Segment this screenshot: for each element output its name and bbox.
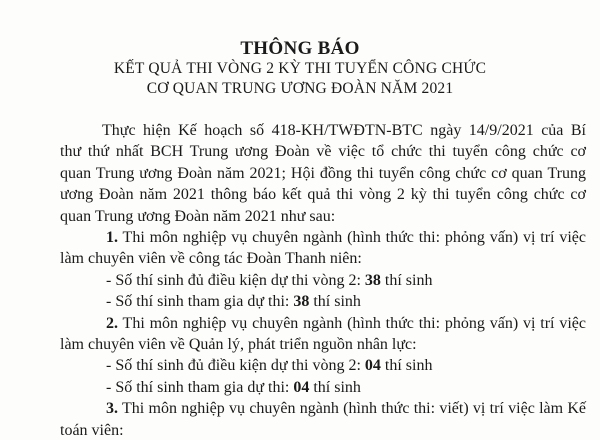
- section-text: Thi môn nghiệp vụ chuyên ngành (hình thức thi: phỏng vấn) vị trí việc: [122, 229, 586, 247]
- eligible-unit: thí sinh: [380, 357, 433, 375]
- participated-label: - Số thí sinh tham gia dự thi:: [106, 378, 294, 396]
- section-text-cont: toán viên:: [60, 421, 124, 439]
- intro-line: quan Trung ương Đoàn năm 2021; Hội đồng thi tuyển công chức cơ quan Trung: [60, 164, 586, 182]
- intro-line: quan Trung ương Đoàn năm 2021 như sau:: [60, 207, 336, 225]
- doc-body: [60, 120, 586, 441]
- section-number: 1.: [106, 229, 118, 247]
- section-text: Thi môn nghiệp vụ chuyên ngành (hình thức thi: phỏng vấn) vị trí việc: [122, 314, 586, 332]
- section-heading: [60, 227, 586, 248]
- participated-count-line: [60, 291, 586, 312]
- participated-label: - Số thí sinh tham gia dự thi:: [106, 293, 294, 311]
- section-number: 2.: [106, 314, 118, 332]
- section-number: 3.: [106, 400, 118, 418]
- doc-subtitle-line2: CƠ QUAN TRUNG ƯƠNG ĐOÀN NĂM 2021: [146, 80, 454, 97]
- section-text-cont: làm chuyên viên về công tác Đoàn Thanh niên:: [60, 250, 362, 268]
- doc-title: THÔNG BÁO: [240, 38, 360, 59]
- eligible-count-line: [60, 270, 586, 291]
- participated-value: 04: [293, 378, 310, 396]
- participated-unit: thí sinh: [309, 378, 361, 396]
- section-text-cont: làm chuyên viên về Quản lý, phát triển nguồn nhân lực:: [60, 336, 417, 354]
- section-text: Thi môn nghiệp vụ chuyên ngành (hình thức thi: viết) vị trí việc làm Kế: [122, 400, 587, 418]
- participated-value: 38: [293, 293, 310, 311]
- eligible-label: - Số thí sinh đủ điều kiện dự thi vòng 2:: [106, 271, 365, 289]
- intro-line: thư thứ nhất BCH Trung ương Đoàn về việc tổ chức thi tuyển công chức cơ: [60, 143, 586, 161]
- eligible-value: 38: [364, 271, 381, 289]
- participated-unit: thí sinh: [309, 293, 361, 311]
- doc-subtitle-line1: KẾT QUẢ THI VÒNG 2 KỲ THI TUYỂN CÔNG CHỨC: [113, 60, 487, 77]
- eligible-value: 04: [364, 357, 381, 375]
- eligible-unit: thí sinh: [380, 271, 433, 289]
- eligible-count-line: [60, 355, 586, 376]
- intro-line: Thực hiện Kế hoạch số 418-KH/TWĐTN-BTC ngày 14/9/2021 của Bí: [102, 122, 586, 139]
- participated-count-line: [60, 377, 586, 398]
- eligible-label: - Số thí sinh đủ điều kiện dự thi vòng 2:: [106, 357, 365, 375]
- section-heading: [60, 313, 586, 334]
- intro-line: ương Đoàn năm 2021 thông báo kết quả thi vòng 2 kỳ thi tuyển công chức cơ: [60, 186, 586, 204]
- section-heading: [60, 398, 586, 419]
